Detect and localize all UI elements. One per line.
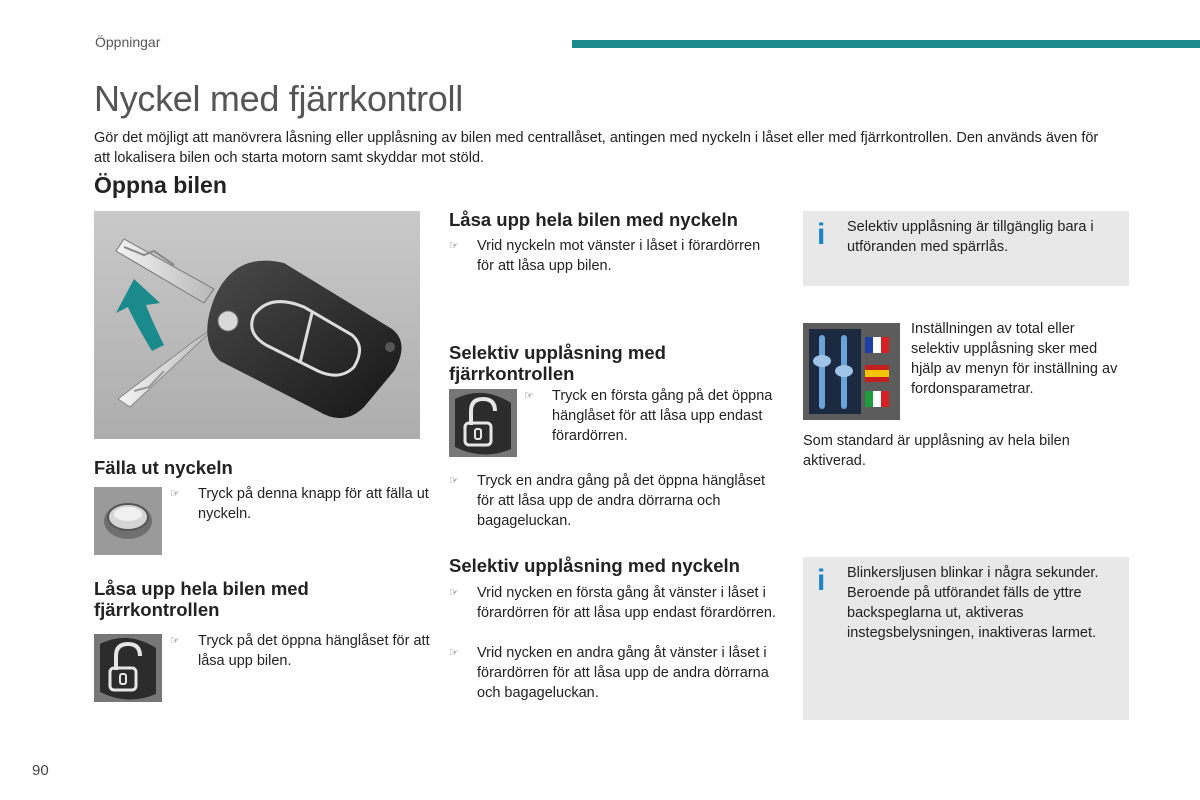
selective-remote-bullet-2: ☞ Tryck en andra gång på det öppna hänglåset för att låsa upp de andra dörrarna och bagageluckan.: [449, 473, 766, 529]
vehicle-settings-image: [803, 323, 900, 420]
info-icon: i: [817, 564, 826, 597]
fold-button-image: [94, 487, 162, 555]
pointer-icon: ☞: [449, 647, 459, 659]
fold-key-heading: Fälla ut nyckeln: [94, 457, 233, 478]
info-box-blinkers: i Blinkersljusen blinkar i några sekunder. Beroende på utförandet fälls de yttre backspeglarna ut, aktiveras instegsbelysningen, inaktiveras larmet.: [803, 557, 1129, 720]
page-number: 90: [32, 762, 49, 779]
pointer-icon: ☞: [524, 390, 534, 402]
pointer-icon: ☞: [170, 635, 180, 647]
selective-key-bullet-2: ☞ Vrid nycken en andra gång åt vänster i låset i förardörren för att låsa upp de andra dörrarna och bagageluckan.: [449, 645, 769, 701]
selective-remote-heading: Selektiv upplåsning med fjärrkontrollen: [449, 342, 666, 384]
pointer-icon: ☞: [449, 587, 459, 599]
unlock-button-image: [94, 634, 162, 702]
fold-key-bullet: ☞ Tryck på denna knapp för att fälla ut nyckeln.: [170, 486, 429, 522]
unlock-key-heading: Låsa upp hela bilen med nyckeln: [449, 209, 738, 230]
section-label: Öppningar: [95, 34, 161, 50]
open-car-heading: Öppna bilen: [94, 172, 227, 198]
pointer-icon: ☞: [449, 475, 459, 487]
unlock-remote-bullet: ☞ Tryck på det öppna hänglåset för att låsa upp bilen.: [170, 633, 430, 669]
selective-unlock-button-image: [449, 389, 517, 457]
info-box-spärrlås: i Selektiv upplåsning är tillgänglig bara i utföranden med spärrlås.: [803, 211, 1129, 286]
settings-description: Inställningen av total eller selektiv upplåsning sker med hjälp av menyn för inställning av fordonsparametrar.: [911, 321, 1118, 397]
standard-setting-text: Som standard är upplåsning av hela bilen aktiverad.: [803, 433, 1070, 469]
selective-key-bullet-1: ☞ Vrid nycken en första gång åt vänster i låset i förardörren för att låsa upp endast förardörren.: [449, 585, 777, 621]
intro-paragraph: Gör det möjligt att manövrera låsning eller upplåsning av bilen med centrallåset, antingen med nyckeln i låset eller med fjärrkontrollen. Den används även för att lokalisera bilen och starta motorn samt skyddar mot stöld.: [94, 130, 1099, 166]
page-title: Nyckel med fjärrkontroll: [94, 78, 463, 119]
unlock-remote-heading: Låsa upp hela bilen med fjärrkontrollen: [94, 578, 309, 620]
key-fob-illustration: [94, 211, 420, 439]
selective-key-heading: Selektiv upplåsning med nyckeln: [449, 555, 740, 576]
pointer-icon: ☞: [449, 240, 459, 252]
header-accent-bar: [572, 40, 1200, 48]
unlock-key-bullet: ☞ Vrid nyckeln mot vänster i låset i förardörren för att låsa upp bilen.: [449, 238, 761, 274]
info-icon: i: [817, 218, 826, 251]
selective-remote-bullet-1: ☞ Tryck en första gång på det öppna hänglåset för att låsa upp endast förardörren.: [524, 388, 773, 444]
pointer-icon: ☞: [170, 488, 180, 500]
